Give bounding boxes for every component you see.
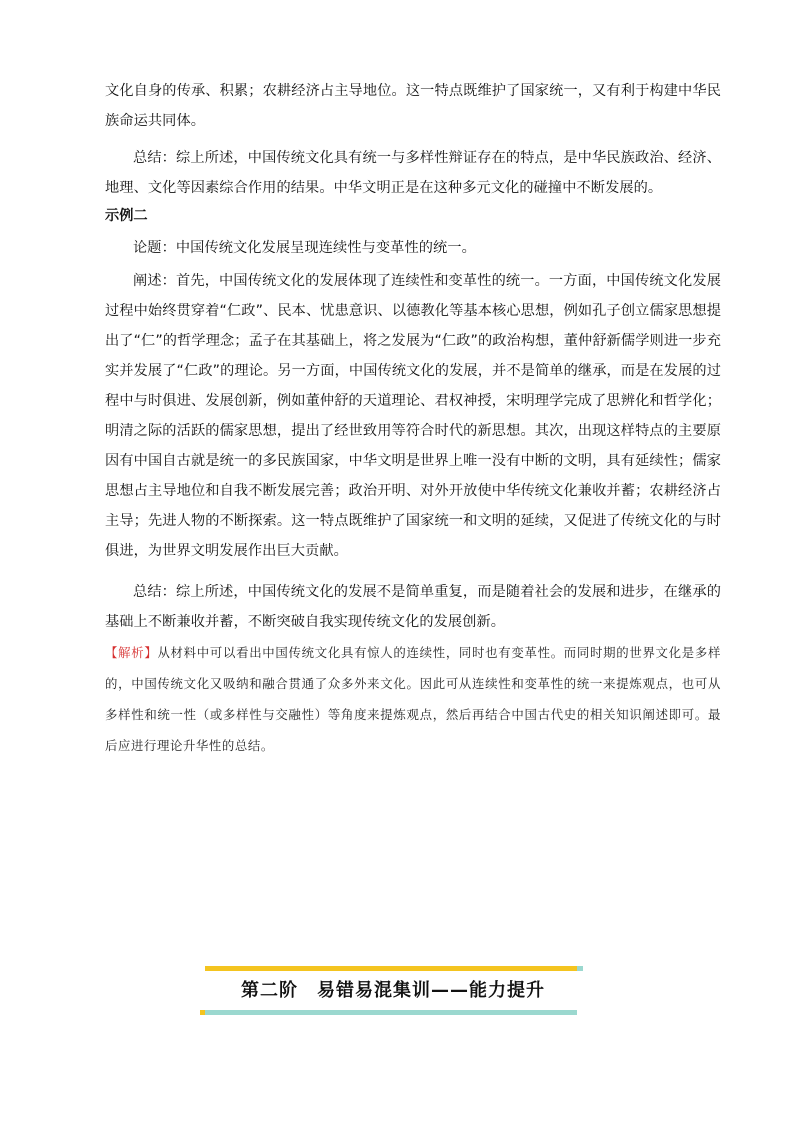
analysis-text: 从材料中可以看出中国传统文化具有惊人的连续性，同时也有变革性。而同时期的世界文化是多样的，中国传统文化又吸纳和融合贯通了众多外来文化。因此可从连续性和变革性的统一来提炼观点，也可从多样性和统一性（或多样性与交融性）等角度来提炼观点，然后再结合中国古代史的相关知识阐述即可。最后应进行理论升华性的总结。 bbox=[105, 645, 721, 753]
paragraph-summary-2: 总结：综上所述，中国传统文化的发展不是简单重复，而是随着社会的发展和进步，在继承的基础上不断兼收并蓄，不断突破自我实现传统文化的发展创新。 bbox=[105, 584, 721, 630]
paragraph-thesis: 论题：中国传统文化发展呈现连续性与变革性的统一。 bbox=[133, 240, 476, 256]
analysis-tag: 【解析】 bbox=[105, 645, 158, 660]
banner-bottom-bar bbox=[205, 1010, 577, 1015]
paragraph-continuation: 文化自身的传承、积累；农耕经济占主导地位。这一特点既维护了国家统一，又有利于构建中华民族命运共同体。 bbox=[105, 83, 721, 129]
paragraph-elaboration: 阐述：首先，中国传统文化的发展体现了连续性和变革性的统一。一方面，中国传统文化发展过程中始终贯穿着“仁政”、民本、忧患意识、以德教化等基本核心思想，例如孔子创立儒家思想提出了“仁”的哲学理念；孟子在其基础上，将之发展为“仁政”的政治构想，董仲舒新儒学则进一步充实并发展了“仁政”的理论。另一方面，中国传统文化的发展，并不是简单的继承，而是在发展的过程中与时俱进、发展创新，例如董仲舒的天道理论、君权神授，宋明理学完成了思辨化和哲学化；明清之际的活跃的儒家思想，提出了经世致用等符合时代的新思想。其次，出现这样特点的主要原因有中国自古就是统一的多民族国家，中华文明是世界上唯一没有中断的文明，具有延续性；儒家思想占主导地位和自我不断发展完善；政治开明、对外开放使中华传统文化兼收并蓄；农耕经济占主导；先进人物的不断探索。这一特点既维护了国家统一和文明的延续，又促进了传统文化的与时俱进，为世界文明发展作出巨大贡献。 bbox=[105, 273, 721, 559]
paragraph-summary-1: 总结：综上所述，中国传统文化具有统一与多样性辩证存在的特点，是中华民族政治、经济、地理、文化等因素综合作用的结果。中华文明正是在这种多元文化的碰撞中不断发展的。 bbox=[105, 150, 721, 196]
section-title: 第二阶 易错易混集训——能力提升 bbox=[241, 980, 545, 1001]
section-banner bbox=[200, 962, 586, 1020]
example-two-heading: 示例二 bbox=[105, 208, 148, 224]
analysis-block bbox=[105, 637, 721, 761]
